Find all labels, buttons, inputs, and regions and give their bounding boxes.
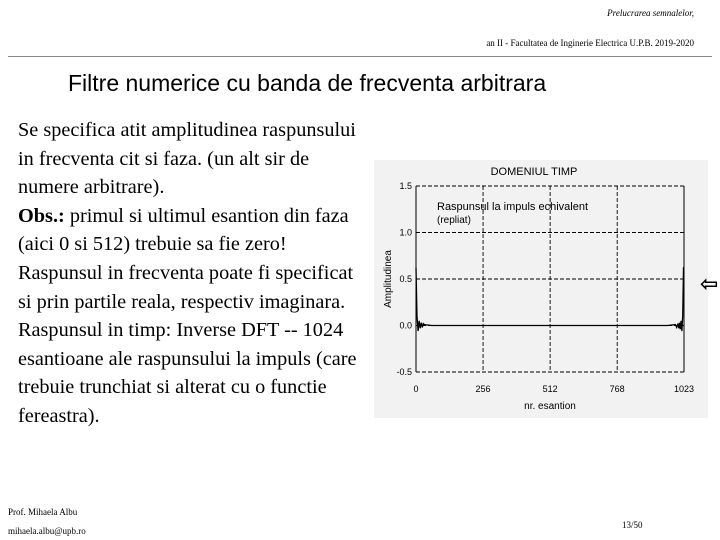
body-paragraph-4: Raspunsul in timp: Inverse DFT -- 1024 esantioane ale raspunsului la impuls (care trebuie trunchiat si alterat cu o functie fereastra).	[18, 319, 357, 427]
chart-ylabel: Amplitudinea	[383, 250, 394, 308]
ytick-label: -0.5	[396, 367, 412, 377]
body-paragraph-3: Raspunsul in frecventa poate fi specificat si prin partile reala, respectiv imaginara.	[18, 261, 354, 313]
slide-title: Filtre numerice cu banda de frecventa arbitrara	[68, 70, 547, 96]
header-divider	[8, 56, 712, 57]
chart-background	[374, 160, 708, 418]
chart-title: DOMENIUL TIMP	[490, 166, 578, 178]
impulse-response-chart	[374, 160, 708, 418]
chart-xlabel: nr. esantion	[524, 401, 576, 412]
body-paragraph-1: Se specifica atit amplitudinea raspunsului in frecventa cit si faza. (un alt sir de numere arbitrare).	[18, 119, 356, 199]
back-arrow-icon[interactable]: ⇦	[700, 272, 719, 297]
xtick-label: 0	[413, 384, 419, 394]
xtick-label: 512	[542, 384, 558, 394]
slide-body	[18, 116, 370, 431]
xtick-label: 768	[609, 384, 625, 394]
footer-email: mihaela.albu@upb.ro	[8, 526, 86, 536]
ytick-label: 0.5	[399, 274, 412, 284]
xtick-label: 1023	[673, 384, 695, 394]
ytick-label: 0.0	[399, 320, 412, 331]
obs-label: Obs.:	[18, 204, 65, 227]
ytick-label: 1.0	[399, 227, 412, 238]
footer-author: Prof. Mihaela Albu	[8, 507, 78, 517]
xtick-label: 256	[475, 384, 491, 394]
course-title: Prelucrarea semnalelor,	[607, 8, 694, 18]
page-number: 13/50	[622, 520, 643, 530]
ytick-label: 1.5	[399, 181, 412, 191]
course-details: an II - Facultatea de Inginerie Electrica U.P.B. 2019-2020	[486, 38, 694, 48]
body-paragraph-2	[18, 202, 370, 259]
obs-text: primul si ultimul esantion din faza (aici 0 si 512) trebuie sa fie zero!	[18, 204, 349, 256]
chart-annotation: Raspunsul la impuls echivalent	[437, 201, 589, 213]
chart-annotation-sub: (repliat)	[437, 215, 471, 226]
